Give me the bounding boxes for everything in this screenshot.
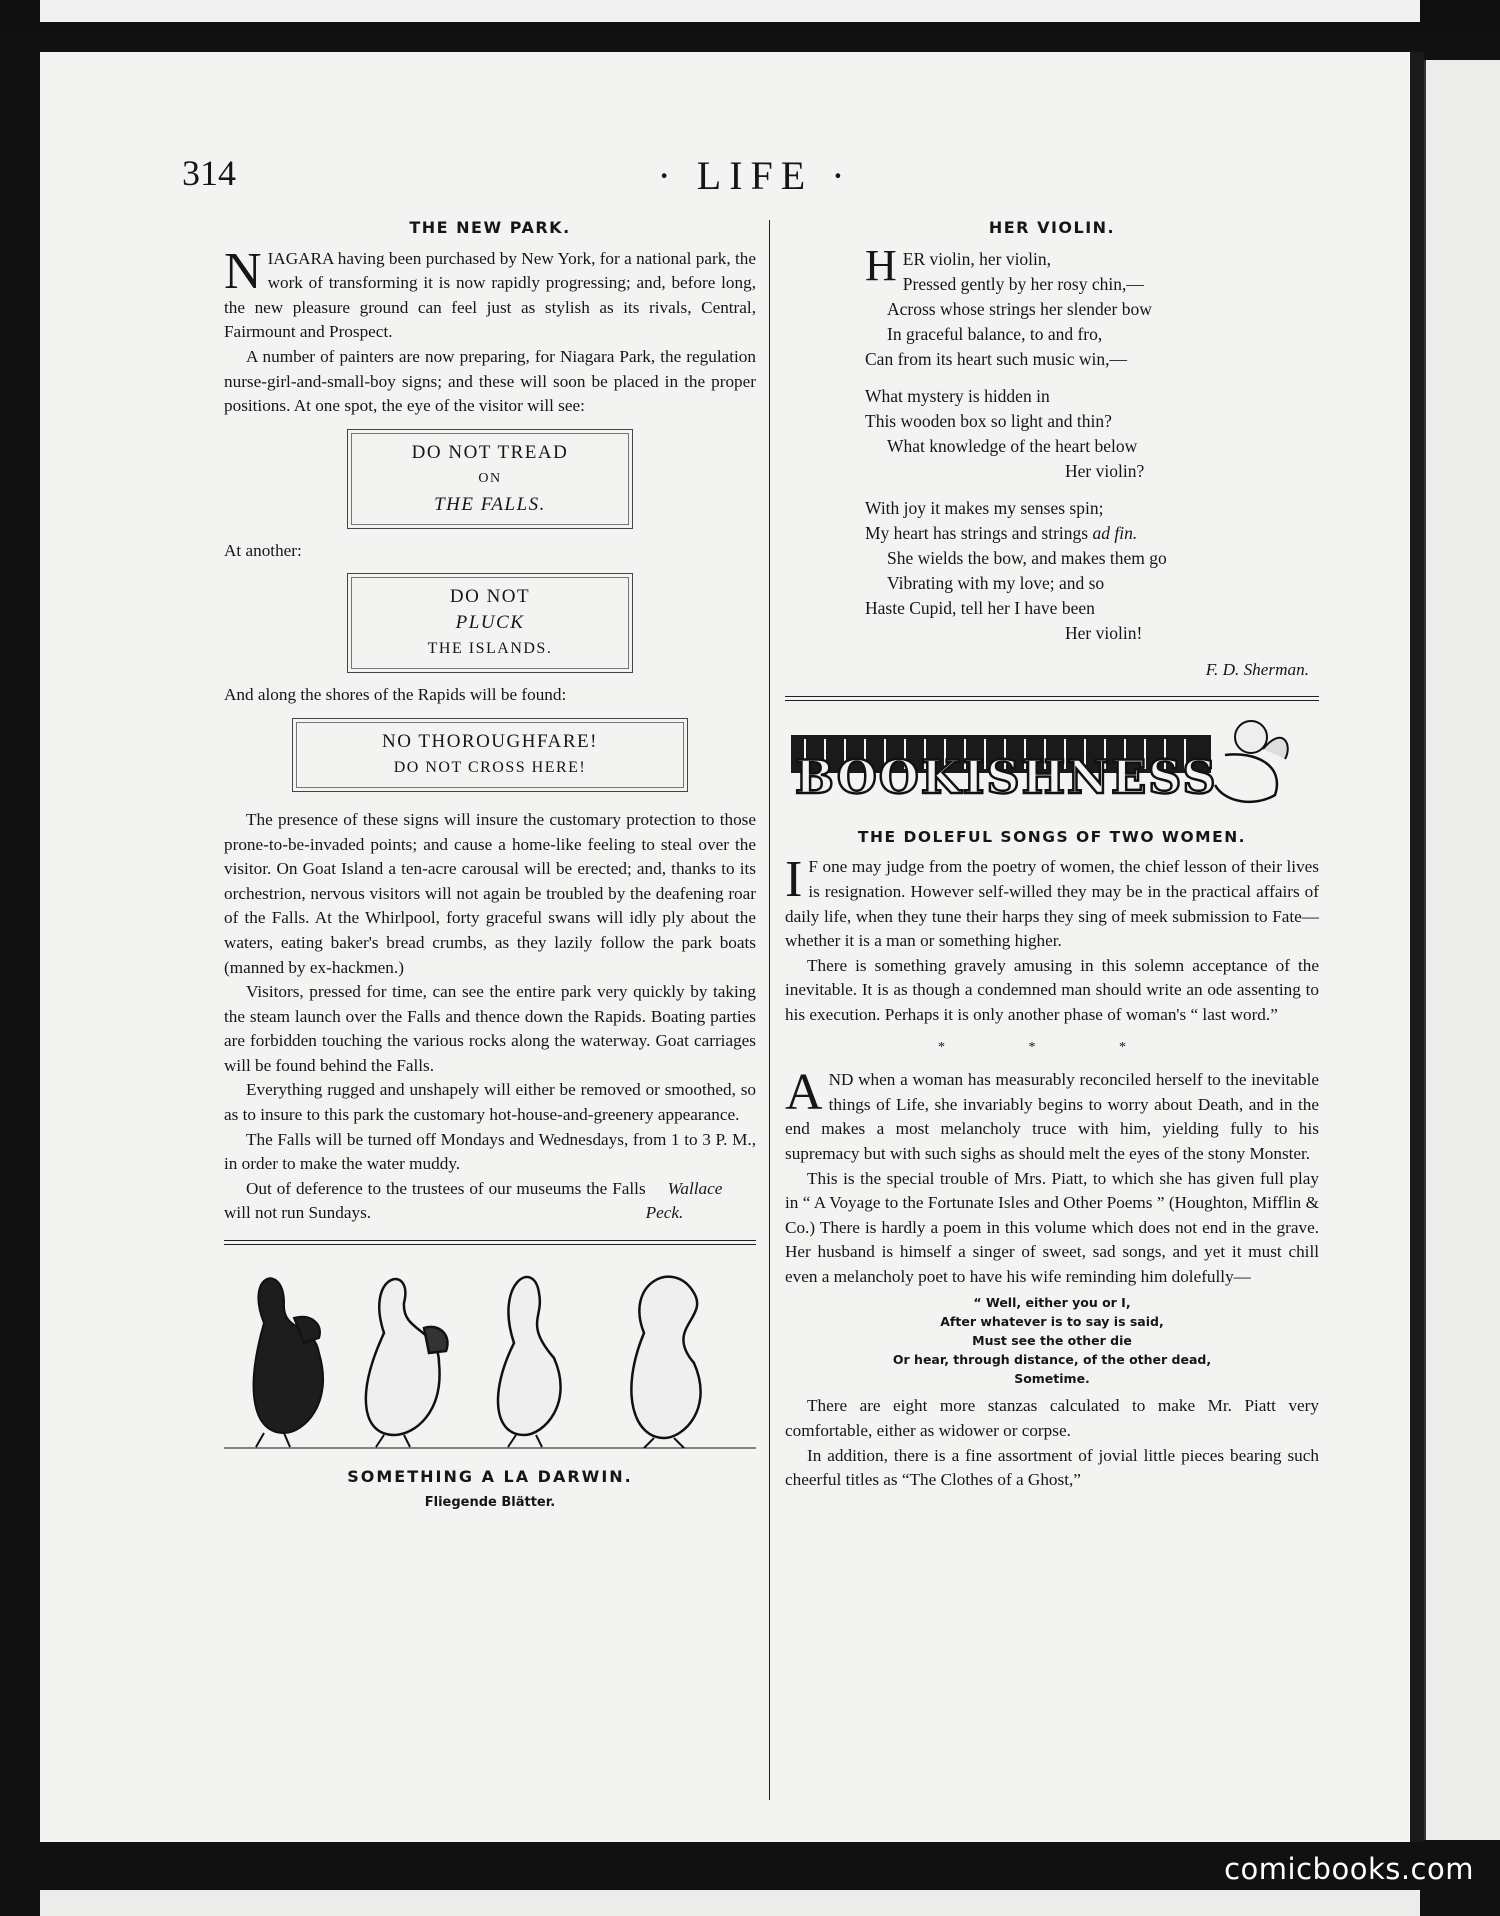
paragraph-6: The Falls will be turned off Mondays and Wednesdays, from 1 to 3 P. M., in order to make the water muddy. <box>224 1129 756 1174</box>
page-gutter <box>1410 52 1424 1842</box>
cartoon-credit: Fliegende Blätter. <box>424 1495 556 1511</box>
right-column <box>785 214 1319 1493</box>
review-drop-cap-1: I <box>785 851 803 909</box>
poem-drop-cap: H <box>865 240 897 290</box>
quoted-verse: “ Well, either you or I, After whatever is to say is said, Must see the other die Or hear, through distance, of the other dead, Sometime. <box>892 1295 1212 1387</box>
review-paragraph-5: There are eight more stanzas calculated to make Mr. Piatt very comfortable, either as widower or corpse. <box>785 1396 1319 1441</box>
paragraph-2: A number of painters are now preparing, for Niagara Park, the regulation nurse-girl-and-small-boy signs; and these will soon be placed in the proper positions. At one spot, the eye of the visitor will see: <box>224 346 756 416</box>
poem-author: F. D. Sherman. <box>1205 659 1309 679</box>
left-column <box>224 214 756 1516</box>
shores-label: And along the shores of the Rapids will be found: <box>224 685 567 705</box>
review-title: THE DOLEFUL SONGS OF TWO WOMEN. <box>857 827 1247 846</box>
review-paragraph-4: This is the special trouble of Mrs. Piatt, to which she has given full play in “ A Voyage to the Fortunate Isles and Other Poems ” (Houghton, Mifflin & Co.) There is hardly a poem in this volume which does not end in the grave. Her husband is himself a singer of sweet, sad songs, and yet it must chill even a melancholy poet to have his wife reminding him dolefully— <box>785 1168 1319 1286</box>
at-another-label: At another: <box>224 540 302 560</box>
previous-page-strip <box>40 0 1420 22</box>
paragraph-1: NIAGARA having been purchased by New York, for a national park, the work of transforming it is now rapidly progressing; and, before long, the new pleasure ground can feel just as stylish as its rivals, Central, Fairmount and Prospect. <box>224 242 756 342</box>
paragraph-3: The presence of these signs will insure the customary protection to those prone-to-be-invaded points; and cause a home-like feeling to steal over the visitor. On Goat Island a ten-acre carousal will be erected; and, thanks to its orchestrion, nervous visitors will not again be troubled by the deafening roar of the Falls. At the Whirlpool, forty graceful swans will idly ply about the waters, eating baker's bread crumbs, as they lazily follow the park boats (manned by ex-hackmen.) <box>224 809 756 977</box>
review-drop-cap-2: A <box>785 1064 823 1122</box>
bookishness-banner <box>785 715 1293 811</box>
section-rule-right <box>785 696 1319 701</box>
poem <box>865 240 1319 646</box>
scan-top-border <box>0 0 1500 30</box>
column-rule <box>769 220 770 1800</box>
section-rule <box>224 1240 756 1245</box>
paragraph-5: Everything rugged and unshapely will either be removed or smoothed, so as to insure to this park the customary hot-house-and-greenery appearance. <box>224 1080 756 1125</box>
next-page-edge <box>1424 60 1500 1840</box>
review-paragraph-6: In addition, there is a fine assortment of jovial little pieces bearing such cheerful titles as “The Clothes of a Ghost,” <box>785 1445 1319 1490</box>
drop-cap: N <box>224 242 262 300</box>
cartoon-caption: SOMETHING A LA DARWIN. <box>347 1466 633 1486</box>
review-paragraph-1: I F one may judge from the poetry of women, the chief lesson of their lives is resignation. However self-willed they may be in the practical affairs of daily life, when they tune their harps they sing of meek submission to Fate—whether it is a man or something higher. <box>785 851 1319 951</box>
author-signature: Wallace Peck. <box>645 1178 723 1223</box>
masthead: · LIFE · <box>657 153 853 198</box>
next-page-strip <box>40 1890 1420 1916</box>
review-paragraph-2: There is something gravely amusing in this solemn acceptance of the inevitable. It is as though a condemned man should write an ode assenting to his execution. Perhaps it is only another phase of woman's “ last word.” <box>785 955 1319 1024</box>
paragraph-7: Out of deference to the trustees of our museums the Falls will not run Sundays. Wallace Peck. <box>224 1177 756 1226</box>
poem-stanza-2: What mystery is hidden in This wooden box so light and thin? What knowledge of the heart below Her violin? <box>865 385 1145 481</box>
geese-cartoon <box>224 1263 756 1453</box>
sign-do-not-tread: DO NOT TREAD ON THE FALLS. <box>347 429 633 529</box>
watermark: comicbooks.com <box>1224 1852 1474 1886</box>
review-paragraph-3: AND when a woman has measurably reconciled herself to the inevitable things of Life, she invariably begins to worry about Death, and in the end makes a most melancholy truce with him, yielding fully to his supremacy but with such sighs as should melt the eyes of the stony Monster. <box>785 1064 1319 1163</box>
sign-no-thoroughfare: NO THOROUGHFARE! DO NOT CROSS HERE! <box>292 718 688 792</box>
poem-stanza-3: With joy it makes my senses spin; My heart has strings and strings ad fin. She wields the bow, and makes them go Vibrating with my love; and so Haste Cupid, tell her I have been Her violin! <box>865 497 1167 643</box>
page-number: 314 <box>182 153 236 193</box>
paragraph-4: Visitors, pressed for time, can see the entire park very quickly by taking the steam launch over the Falls and thence down the Rapids. Boating parties are forbidden touching the various rocks along the waterway. Goat carriages will be found behind the Falls. <box>224 982 756 1075</box>
section-stars: * * * <box>938 1039 1166 1055</box>
poem-title: HER VIOLIN. <box>988 218 1116 237</box>
article-headline: THE NEW PARK. <box>409 218 571 237</box>
sign-do-not-pluck: DO NOT PLUCK THE ISLANDS. <box>347 573 633 673</box>
poem-stanza-1: HER violin, her violin, Pressed gently by her rosy chin,— Across whose strings her slender bow In graceful balance, to and fro, Can from its heart such music win,— <box>865 240 1152 369</box>
banner-text: BOOKISHNESS <box>795 750 1218 805</box>
